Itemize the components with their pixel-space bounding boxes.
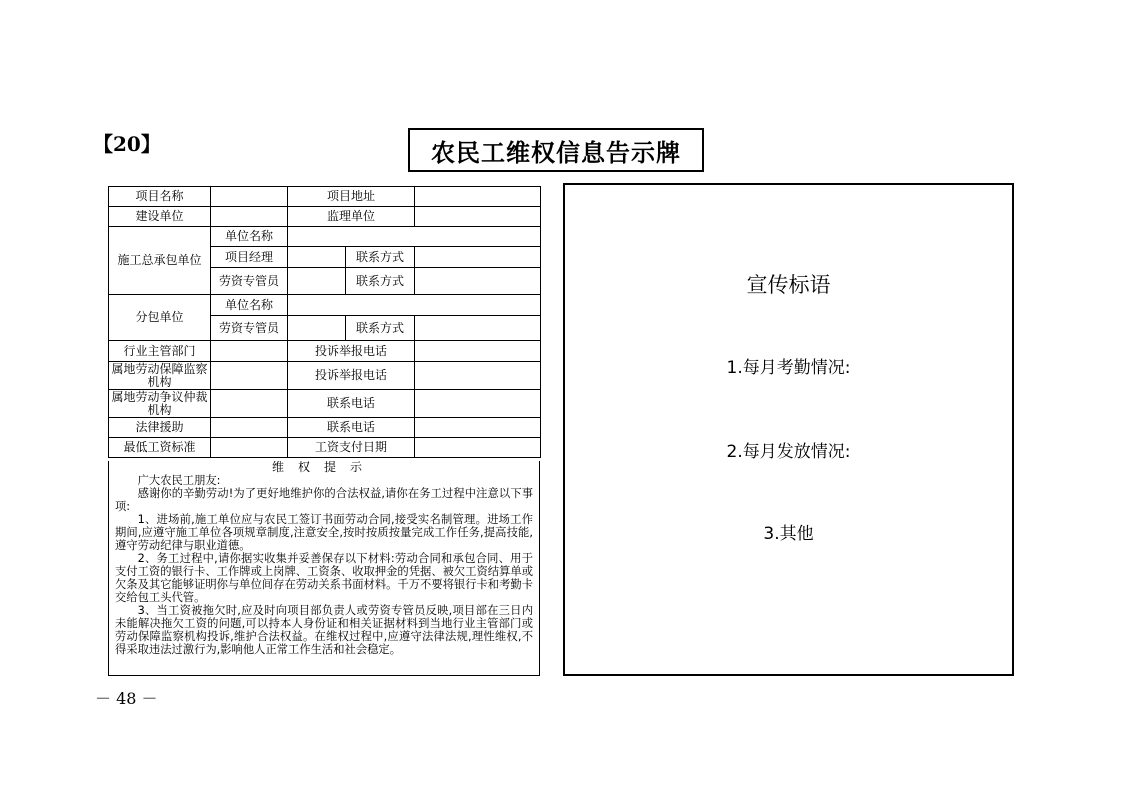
slogan-heading: 宣传标语 xyxy=(746,273,831,297)
label-arbitration: 属地劳动争议仲裁机构 xyxy=(109,390,211,418)
label-pay-date: 工资支付日期 xyxy=(288,438,415,458)
document-number: 【20】 xyxy=(93,132,161,156)
notice-heading: 维权提示 xyxy=(271,461,376,474)
other-label: 3.其他 xyxy=(763,524,814,544)
table-row xyxy=(109,207,541,227)
value-project-name xyxy=(211,187,288,207)
table-row xyxy=(109,362,541,390)
notice-greeting: 广大农民工朋友: xyxy=(137,474,221,487)
label-supervision-unit: 监理单位 xyxy=(288,207,415,227)
label-gc-unit-name: 单位名称 xyxy=(211,227,288,247)
value-gc-lm-contact xyxy=(415,268,541,295)
rights-notice xyxy=(108,461,540,676)
value-arbitration xyxy=(211,390,288,418)
value-legal-aid xyxy=(211,418,288,438)
value-pm-contact xyxy=(415,247,541,268)
label-subcontractor: 分包单位 xyxy=(109,295,211,341)
value-gc-unit-name xyxy=(288,227,541,247)
label-gc-lm-contact: 联系方式 xyxy=(346,268,415,295)
label-complaint-phone-1: 投诉举报电话 xyxy=(288,341,415,362)
publicity-board xyxy=(563,183,1014,676)
label-complaint-phone-2: 投诉举报电话 xyxy=(288,362,415,390)
notice-item-1: 1、进场前,施工单位应与农民工签订书面劳动合同,接受实名制管理。进场工作期间,应遵守施工单位各项规章制度,注意安全,按时按质按量完成工作任务,提高技能,遵守劳动纪律与职业道德。 xyxy=(115,513,533,552)
table-row xyxy=(109,438,541,458)
label-pm-contact: 联系方式 xyxy=(346,247,415,268)
label-sub-unit-name: 单位名称 xyxy=(211,295,288,316)
value-construction-unit xyxy=(211,207,288,227)
value-complaint-phone-1 xyxy=(415,341,541,362)
label-sub-labor-manager: 劳资专管员 xyxy=(211,316,288,341)
monthly-payment-label: 2.每月发放情况: xyxy=(726,442,851,462)
label-general-contractor: 施工总承包单位 xyxy=(109,227,211,295)
table-row xyxy=(109,187,541,207)
value-min-wage xyxy=(211,438,288,458)
label-construction-unit: 建设单位 xyxy=(109,207,211,227)
label-legal-aid-phone: 联系电话 xyxy=(288,418,415,438)
label-legal-aid: 法律援助 xyxy=(109,418,211,438)
table-row xyxy=(109,390,541,418)
value-legal-aid-phone xyxy=(415,418,541,438)
value-sub-unit-name xyxy=(288,295,541,316)
value-arbitration-phone xyxy=(415,390,541,418)
label-project-address: 项目地址 xyxy=(288,187,415,207)
label-min-wage: 最低工资标准 xyxy=(109,438,211,458)
table-row xyxy=(109,227,541,247)
value-pay-date xyxy=(415,438,541,458)
value-project-manager xyxy=(288,247,346,268)
label-labor-supervision: 属地劳动保障监察机构 xyxy=(109,362,211,390)
label-gc-labor-manager: 劳资专管员 xyxy=(211,268,288,295)
label-arbitration-phone: 联系电话 xyxy=(288,390,415,418)
monthly-attendance-label: 1.每月考勤情况: xyxy=(726,358,851,378)
label-project-name: 项目名称 xyxy=(109,187,211,207)
table-row xyxy=(109,341,541,362)
page-number: － 48 － xyxy=(95,689,158,708)
table-row xyxy=(109,295,541,316)
value-industry-authority xyxy=(211,341,288,362)
notice-intro: 感谢你的辛勤劳动!为了更好地维护你的合法权益,请你在务工过程中注意以下事项: xyxy=(115,487,533,513)
notice-item-2: 2、务工过程中,请你据实收集并妥善保存以下材料:劳动合同和承包合同、用于支付工资的银行卡、工作牌或上岗牌、工资条、收取押金的凭据、被欠工资结算单或欠条及其它能够证明你与单位间存在劳动关系书面材料。千万不要将银行卡和考勤卡交给包工头代管。 xyxy=(115,552,533,604)
value-project-address xyxy=(415,187,541,207)
label-industry-authority: 行业主管部门 xyxy=(109,341,211,362)
value-supervision-unit xyxy=(415,207,541,227)
page-title: 农民工维权信息告示牌 xyxy=(408,128,704,172)
value-complaint-phone-2 xyxy=(415,362,541,390)
value-labor-supervision xyxy=(211,362,288,390)
table-row xyxy=(109,418,541,438)
info-table xyxy=(108,186,541,458)
value-sub-labor-manager xyxy=(288,316,346,341)
label-project-manager: 项目经理 xyxy=(211,247,288,268)
value-sub-lm-contact xyxy=(415,316,541,341)
notice-item-3: 3、当工资被拖欠时,应及时向项目部负责人或劳资专管员反映,项目部在三日内未能解决拖欠工资的问题,可以持本人身份证和相关证据材料到当地行业主管部门或劳动保障监察机构投诉,维护合法权益。在维权过程中,应遵守法律法规,理性维权,不得采取违法过激行为,影响他人正常工作生活和社会稳定。 xyxy=(115,604,533,656)
value-gc-labor-manager xyxy=(288,268,346,295)
label-sub-lm-contact: 联系方式 xyxy=(346,316,415,341)
